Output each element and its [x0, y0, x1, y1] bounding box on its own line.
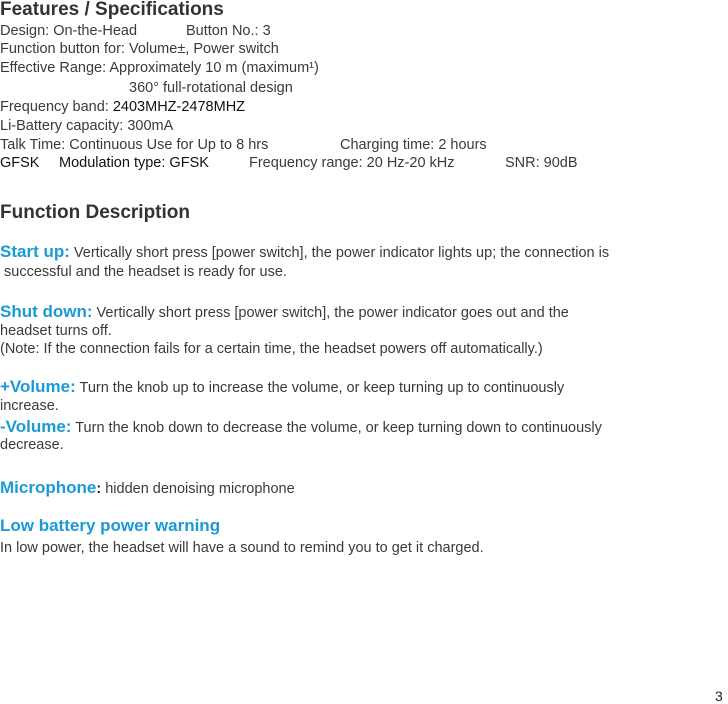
spec-snr: SNR: 90dB — [505, 155, 578, 171]
volume-up-text: Turn the knob up to increase the volume, or keep turning up to continuously — [75, 380, 565, 396]
volume-up-label: +Volume: — [0, 377, 76, 396]
microphone-colon: : — [96, 481, 102, 497]
function-heading: Function Description — [0, 202, 190, 223]
spec-battery: Li-Battery capacity: 300mA — [0, 118, 174, 134]
start-up-text: Vertically short press [power switch], the power indicator lights up; the connection is — [69, 245, 610, 261]
volume-down-text: Turn the knob down to decrease the volume, or keep turning down to continuously — [71, 420, 602, 436]
start-up-line1 — [0, 242, 609, 262]
volume-up-line1 — [0, 377, 564, 397]
spec-gfsk: GFSK — [0, 155, 40, 171]
spec-buttons: Button No.: 3 — [186, 23, 271, 39]
spec-talk-time: Talk Time: Continuous Use for Up to 8 hrs — [0, 137, 269, 153]
start-up-line2: successful and the headset is ready for use. — [4, 264, 287, 280]
low-battery-text: In low power, the headset will have a sound to remind you to get it charged. — [0, 540, 484, 556]
microphone-label: Microphone — [0, 478, 97, 497]
page-number: 3 — [715, 688, 723, 704]
microphone-line — [0, 478, 295, 498]
volume-down-label: -Volume: — [0, 417, 72, 436]
spec-frequency-band-label: Frequency band: — [0, 99, 113, 115]
start-up-label: Start up: — [0, 242, 70, 261]
spec-rotation: 360° full-rotational design — [129, 80, 293, 96]
spec-charging: Charging time: 2 hours — [340, 137, 487, 153]
shut-down-text: Vertically short press [power switch], the power indicator goes out and the — [92, 305, 569, 321]
volume-up-line2: increase. — [0, 398, 59, 414]
spec-modulation: Modulation type: GFSK — [59, 155, 209, 171]
spec-range: Effective Range: Approximately 10 m (maximum¹) — [0, 60, 319, 76]
shut-down-note: (Note: If the connection fails for a certain time, the headset powers off automatically.) — [0, 341, 543, 357]
spec-design: Design: On-the-Head — [0, 23, 138, 39]
low-battery-label: Low battery power warning — [0, 516, 221, 535]
spec-frequency-band — [0, 99, 245, 115]
shut-down-line1 — [0, 302, 569, 322]
spec-frequency-range: Frequency range: 20 Hz-20 kHz — [249, 155, 455, 171]
volume-down-line1 — [0, 417, 602, 437]
features-heading: Features / Specifications — [0, 0, 224, 20]
shut-down-line2: headset turns off. — [0, 323, 112, 339]
spec-function-button: Function button for: Volume±, Power switch — [0, 41, 279, 57]
volume-down-line2: decrease. — [0, 437, 64, 453]
microphone-text: hidden denoising microphone — [101, 481, 295, 497]
shut-down-label: Shut down: — [0, 302, 93, 321]
spec-frequency-band-value: 2403MHZ-2478MHZ — [112, 99, 246, 115]
